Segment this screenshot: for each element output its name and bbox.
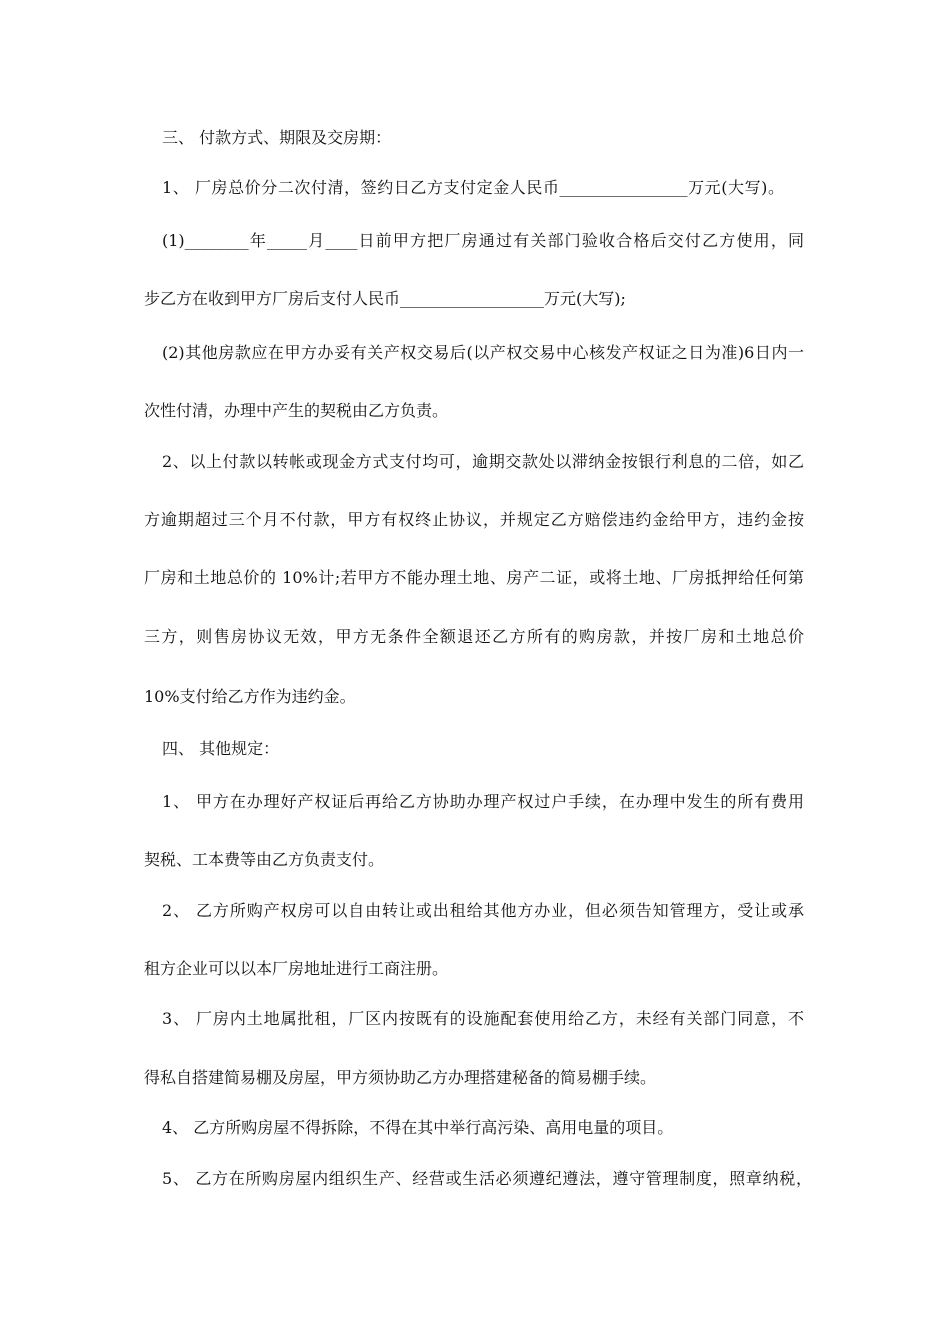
paragraph-line: 2、以上付款以转帐或现金方式支付均可，逾期交款处以滞纳金按银行利息的二倍，如乙 [162,452,804,471]
paragraph-line: 方逾期超过三个月不付款，甲方有权终止协议，并规定乙方赔偿违约金给甲方，违约金按 [144,510,804,529]
paragraph-line: 10%支付给乙方作为违约金。 [144,687,356,706]
paragraph-line: (2)其他房款应在甲方办妥有关产权交易后(以产权交易中心核发产权证之日为准)6日内一 [162,343,804,362]
section-heading-other-rules: 四、 其他规定： [162,739,280,758]
paragraph-line: 租方企业可以以本厂房地址进行工商注册。 [144,959,449,978]
paragraph-line: 3、 厂房内土地属批租，厂区内按既有的设施配套使用给乙方，未经有关部门同意，不 [162,1009,804,1028]
paragraph-line: 厂房和土地总价的 10%计;若甲方不能办理土地、房产二证，或将土地、厂房抵押给任何第 [144,568,804,587]
paragraph-line: 4、 乙方所购房屋不得拆除，不得在其中举行高污染、高用电量的项目。 [162,1118,674,1137]
paragraph-line: 1、 甲方在办理好产权证后再给乙方协助办理产权过户手续，在办理中发生的所有费用 [162,792,804,811]
paragraph-line: 5、 乙方在所购房屋内组织生产、经营或生活必须遵纪遵法，遵守管理制度，照章纳税， [162,1169,812,1188]
paragraph-line: 2、 乙方所购产权房可以自由转让或出租给其他方办业，但必须告知管理方，受让或承 [162,901,804,920]
paragraph-line: 步乙方在收到甲方厂房后支付人民币__________________万元(大写); [144,289,626,308]
paragraph-line: 得私自搭建简易棚及房屋，甲方须协助乙方办理搭建秘备的简易棚手续。 [144,1068,657,1087]
paragraph-line: 1、 厂房总价分二次付清，签约日乙方支付定金人民币________________万元(大写)。 [162,178,784,197]
paragraph-line: 契税、工本费等由乙方负责支付。 [144,850,385,869]
paragraph-line: (1)________年_____月____日前甲方把厂房通过有关部门验收合格后交付乙方使用，同 [162,231,804,250]
section-heading-payment: 三、 付款方式、期限及交房期： [162,128,392,147]
paragraph-line: 次性付清，办理中产生的契税由乙方负责。 [144,401,449,420]
paragraph-line: 三方，则售房协议无效，甲方无条件全额退还乙方所有的购房款，并按厂房和土地总价 [144,627,804,646]
